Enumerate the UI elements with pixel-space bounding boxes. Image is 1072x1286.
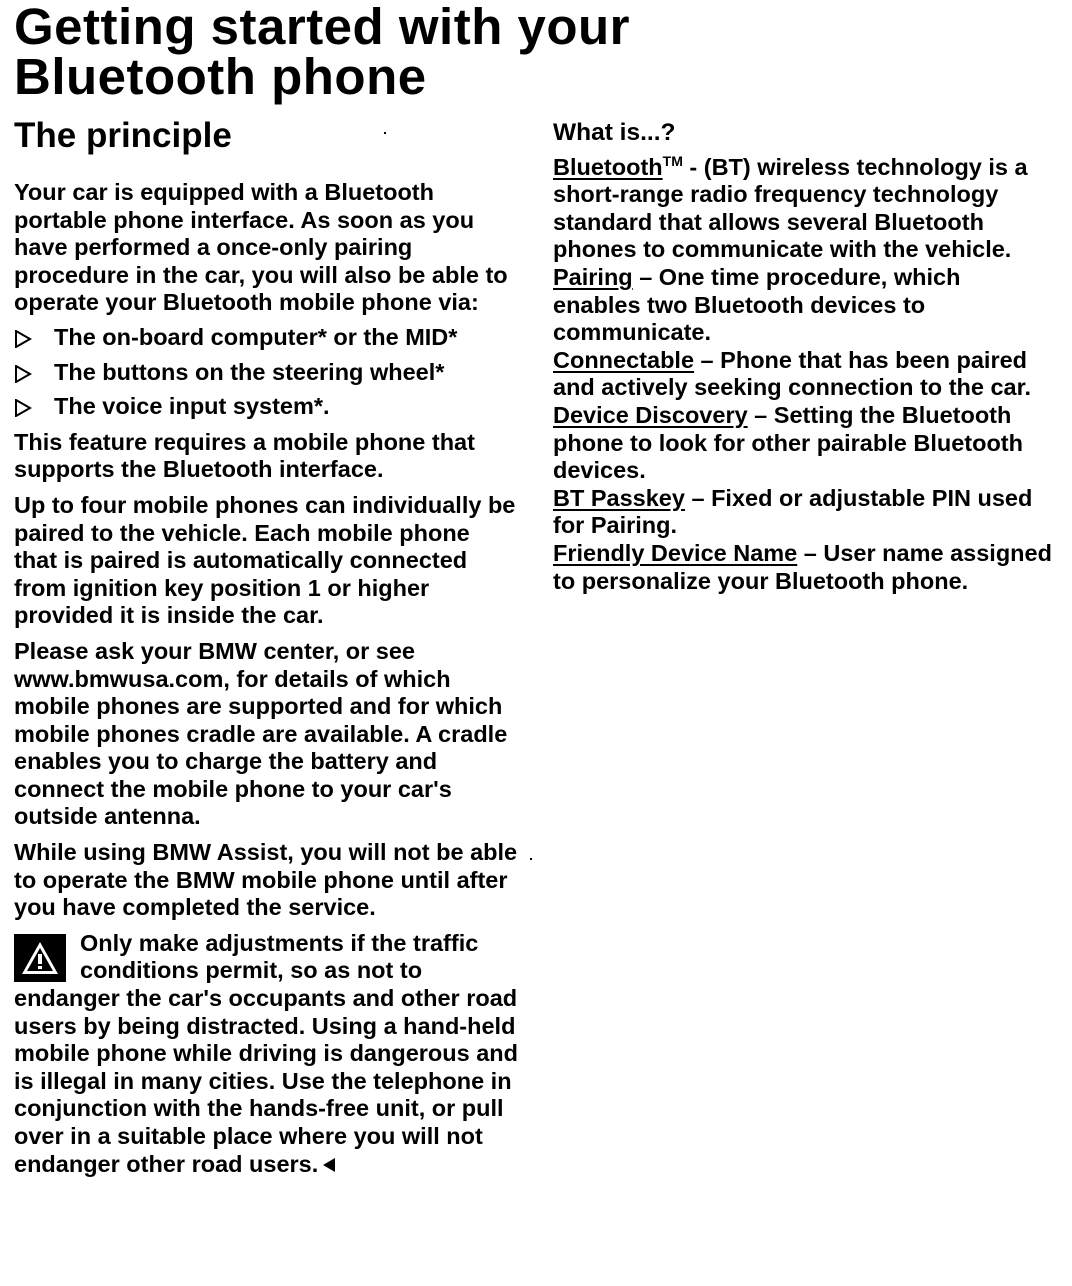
glossary-entry	[553, 402, 1053, 485]
bmw-center-paragraph: Please ask your BMW center, or see www.bmwusa.com, for details of which mobile phones are supported and for which mobile phones cradle are available. A cradle enables you to charge the battery and connect the mobile phone to your car's outside antenna.	[14, 637, 508, 830]
bullet-text: The voice input system*.	[54, 393, 330, 420]
bmw-assist-paragraph: While using BMW Assist, you will not be able to operate the BMW mobile phone until after you have completed the service.	[14, 839, 518, 921]
page-title	[14, 0, 631, 105]
glossary-definition: – One time procedure, which enables two Bluetooth devices to communicate.	[553, 263, 961, 346]
glossary-entry	[553, 154, 1053, 264]
section-heading-principle: The principle	[14, 116, 232, 155]
pairing-limit-paragraph: Up to four mobile phones can individually be paired to the vehicle. Each mobile phone that is paired is automatically connected from ignition key position 1 or higher provided it is inside the car.	[14, 491, 516, 629]
glossary-term: Pairing	[553, 263, 633, 290]
trademark-mark: TM	[662, 152, 683, 169]
title-line-2: Bluetooth phone	[14, 48, 427, 105]
glossary-term: Bluetooth	[553, 153, 663, 180]
left-column	[14, 179, 519, 1179]
bullet-item	[14, 324, 519, 352]
triangle-bullet-icon	[14, 393, 54, 417]
glossary-definition: – User name assigned to personalize your Bluetooth phone.	[553, 539, 1052, 594]
glossary-entry	[553, 264, 1053, 347]
scan-speck	[530, 858, 532, 860]
glossary-definition: – Fixed or adjustable PIN used for Pairing.	[553, 484, 1033, 539]
glossary-definition: – Phone that has been paired and actively seeking connection to the car.	[553, 346, 1031, 401]
glossary-term: BT Passkey	[553, 484, 685, 511]
glossary-term: Connectable	[553, 346, 695, 373]
glossary-definition: - (BT) wireless technology is a short-range radio frequency technology standard that allows several Bluetooth phones to communicate with the vehicle.	[553, 153, 1028, 263]
glossary-heading: What is...?	[553, 119, 676, 146]
title-line-1: Getting started with your	[14, 0, 631, 55]
warning-text: Only make adjustments if the traffic conditions permit, so as not to endanger the car's occupants and other road users by being distracted. Using a hand-held mobile phone while driving is dangerous and is illegal in many cities. Use the telephone in conjunction with the hands-free unit, or pull over in a suitable place where you will not endanger other road users.	[14, 929, 518, 1177]
glossary-definition: – Setting the Bluetooth phone to look for other pairable Bluetooth devices.	[553, 401, 1023, 484]
bullet-text: The on-board computer* or the MID*	[54, 323, 458, 350]
glossary-entry	[553, 540, 1053, 595]
warning-block	[14, 930, 519, 1179]
glossary-entry	[553, 347, 1053, 402]
scan-speck	[384, 132, 386, 134]
right-column	[553, 119, 1053, 595]
glossary-term: Friendly Device Name	[553, 539, 798, 566]
intro-paragraph: Your car is equipped with a Bluetooth portable phone interface. As soon as you have performed a once-only pairing procedure in the car, you will also be able to operate your Bluetooth mobile phone via:	[14, 179, 508, 316]
glossary-entry	[553, 485, 1053, 540]
bullet-item	[14, 359, 519, 387]
warning-triangle-icon	[14, 934, 66, 982]
bullet-item	[14, 393, 519, 421]
triangle-bullet-icon	[14, 324, 54, 348]
requirement-paragraph: This feature requires a mobile phone that supports the Bluetooth interface.	[14, 428, 475, 483]
bullet-text: The buttons on the steering wheel*	[54, 358, 445, 385]
end-of-section-icon	[322, 1152, 336, 1180]
triangle-bullet-icon	[14, 359, 54, 383]
glossary-term: Device Discovery	[553, 401, 748, 428]
